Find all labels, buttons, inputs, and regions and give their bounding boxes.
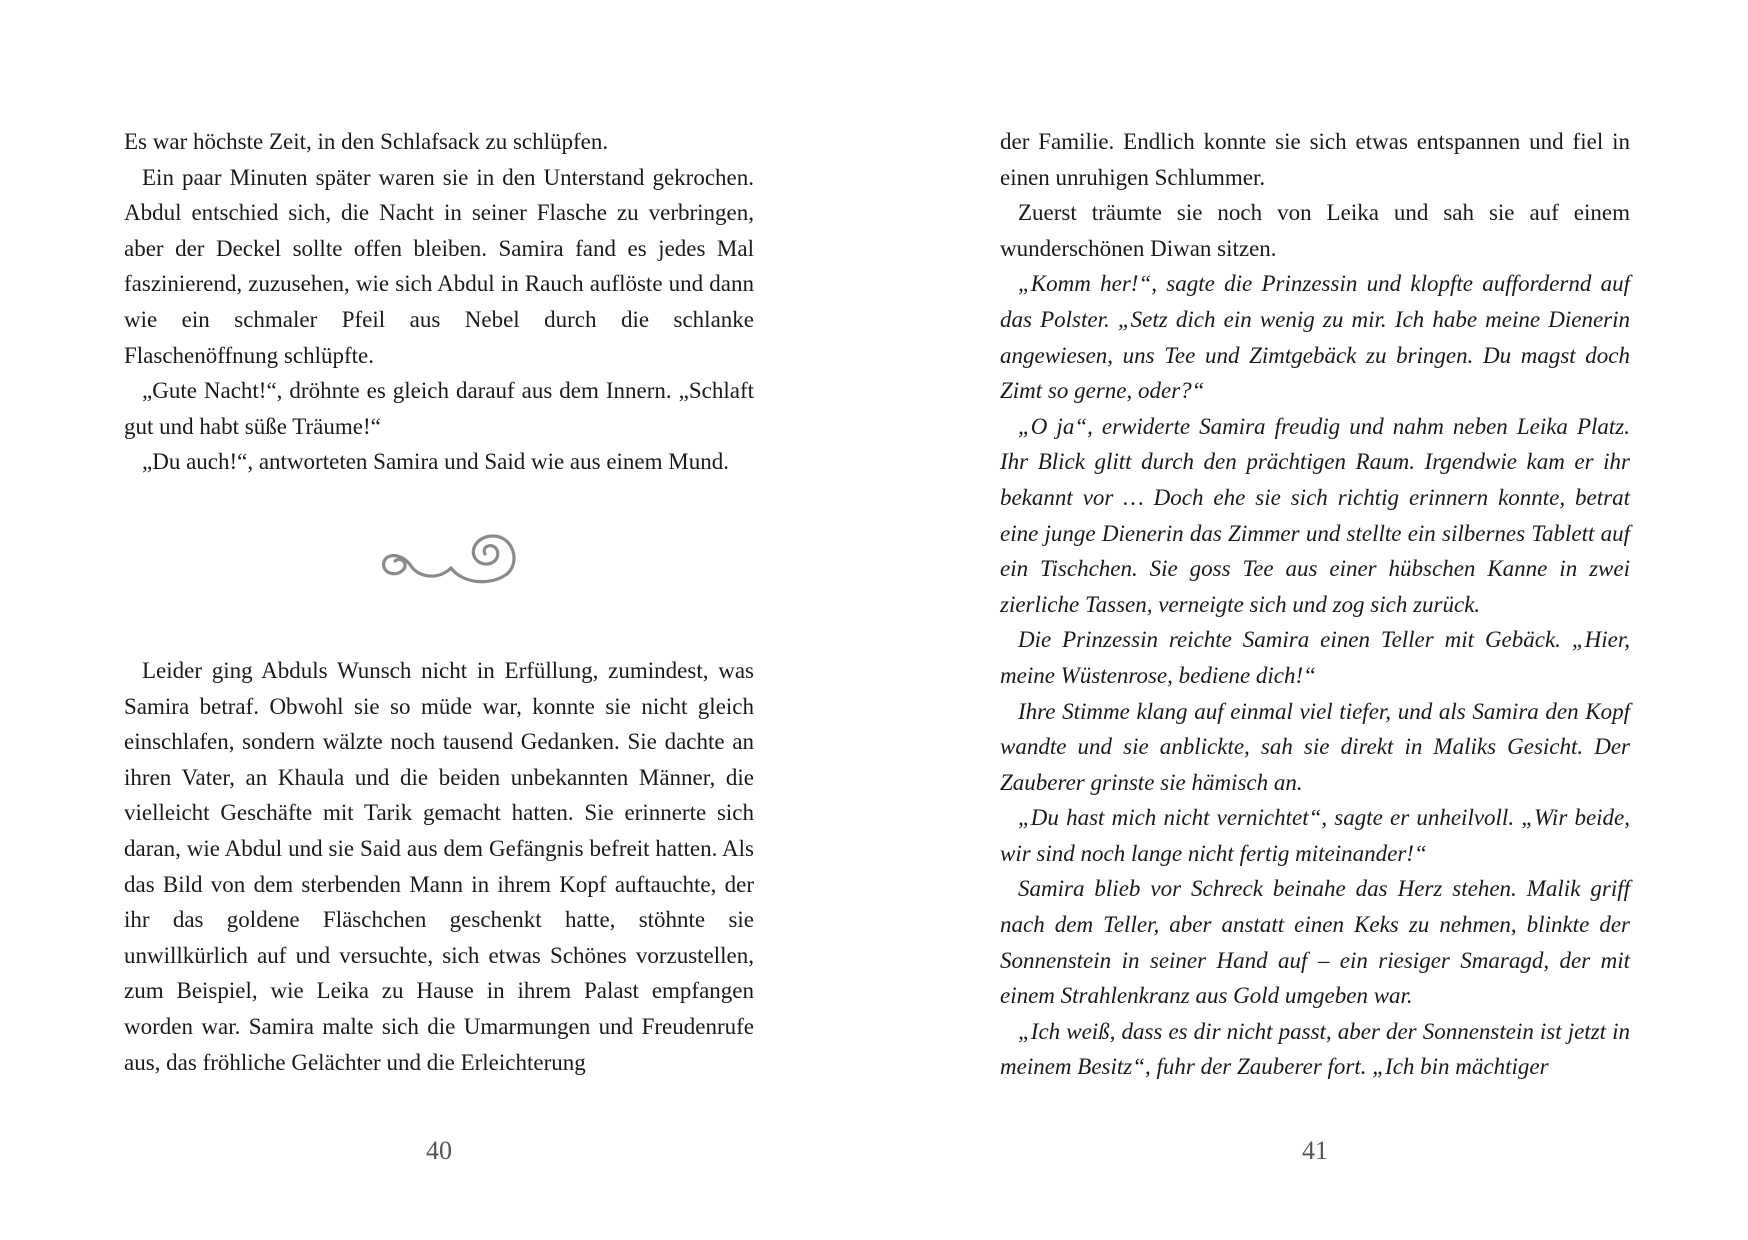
page-number: 40 <box>426 1136 452 1165</box>
paragraph: „Ich weiß, dass es dir nicht passt, aber der Sonnenstein ist jetzt in meinem Besitz“, fuhr der Zauberer fort. „Ich bin mächtiger <box>1000 1018 1630 1080</box>
paragraph: „Gute Nacht!“, dröhnte es gleich darauf aus dem Innern. „Schlaft gut und habt süße Träume!“ <box>124 378 754 439</box>
paragraph: Ihre Stimme klang auf einmal viel tiefer, und als Samira den Kopf wandte und sie anblickte, sah sie direkt in Maliks Gesicht. Der Zauberer grinste sie hämisch an. <box>1000 698 1630 795</box>
left-text-section-2 <box>124 653 754 1080</box>
page-number: 41 <box>1302 1136 1328 1165</box>
paragraph: Leider ging Abduls Wunsch nicht in Erfüllung, zumindest, was Samira betraf. Obwohl sie so müde war, konnte sie nicht gleich einschlafen, sondern wälzte noch tausend Gedanken. Sie dachte an ihren Vater, an Khaula und die beiden unbekannten Männer, die vielleicht Geschäfte mit Tarik gemacht hatten. Sie erinnerte sich daran, wie Abdul und sie Said aus dem Gefängnis befreit hatten. Als das Bild von dem sterbenden Mann in ihrem Kopf auftauchte, der ihr das goldene Fläschchen geschenkt hatte, stöhnte sie unwillkürlich auf und versuchte, sich etwas Schönes vorzustellen, zum Beispiel, wie Leika zu Hause in ihrem Palast empfangen worden war. Samira malte sich die Umarmungen und Freudenrufe aus, das fröhliche Gelächter und die Erleichterung <box>124 658 754 1075</box>
right-page <box>1000 0 1630 1240</box>
paragraph: Es war höchste Zeit, in den Schlafsack zu schlüpfen. <box>124 129 609 154</box>
left-text-section-1 <box>124 124 754 480</box>
paragraph: „Komm her!“, sagte die Prinzessin und klopfte auffordernd auf das Polster. „Setz dich ein wenig zu mir. Ich habe meine Dienerin angewiesen, uns Tee und Zimtgebäck zu bringen. Du magst doch Zimt so gerne, oder?“ <box>1000 271 1630 404</box>
paragraph: „Du auch!“, antworteten Samira und Said wie aus einem Mund. <box>142 449 729 475</box>
paragraph: „Du hast mich nicht vernichtet“, sagte er unheilvoll. „Wir beide, wir sind noch lange nicht fertig miteinander!“ <box>1000 805 1630 866</box>
swirl-ornament-icon <box>379 528 519 588</box>
paragraph: Zuerst träumte sie noch von Leika und sah sie auf einem wunderschönen Diwan sitzen. <box>1000 200 1630 261</box>
right-text <box>1000 124 1630 1085</box>
paragraph: Samira blieb vor Schreck beinahe das Herz stehen. Malik griff nach dem Teller, aber anstatt einen Keks zu nehmen, blinkte der Sonnenstein in seiner Hand auf – ein riesiger Smaragd, der mit einem Strahlenkranz aus Gold umgeben war. <box>1000 876 1630 1009</box>
left-page <box>124 0 754 1240</box>
paragraph: Die Prinzessin reichte Samira einen Teller mit Gebäck. „Hier, meine Wüstenrose, bediene dich!“ <box>1000 627 1630 688</box>
paragraph: „O ja“, erwiderte Samira freudig und nahm neben Leika Platz. Ihr Blick glitt durch den prächtigen Raum. Irgendwie kam er ihr bekannt vor … Doch ehe sie sich richtig erinnern konnte, betrat eine junge Dienerin das Zimmer und stellte ein silbernes Tablett auf ein Tischchen. Sie goss Tee aus einer hübschen Kanne in zwei zierliche Tassen, verneigte sich und zog sich zurück. <box>1000 413 1630 617</box>
paragraph: Ein paar Minuten später waren sie in den Unterstand gekrochen. Abdul entschied sich, die Nacht in seiner Flasche zu verbringen, aber der Deckel sollte offen bleiben. Samira fand es jedes Mal faszinierend, zuzusehen, wie sich Abdul in Rauch auflöste und dann wie ein schmaler Pfeil aus Nebel durch die schlanke Flaschenöffnung schlüpfte. <box>124 164 754 368</box>
paragraph: der Familie. Endlich konnte sie sich etwas entspannen und fiel in einen unruhigen Schlummer. <box>1000 129 1630 190</box>
